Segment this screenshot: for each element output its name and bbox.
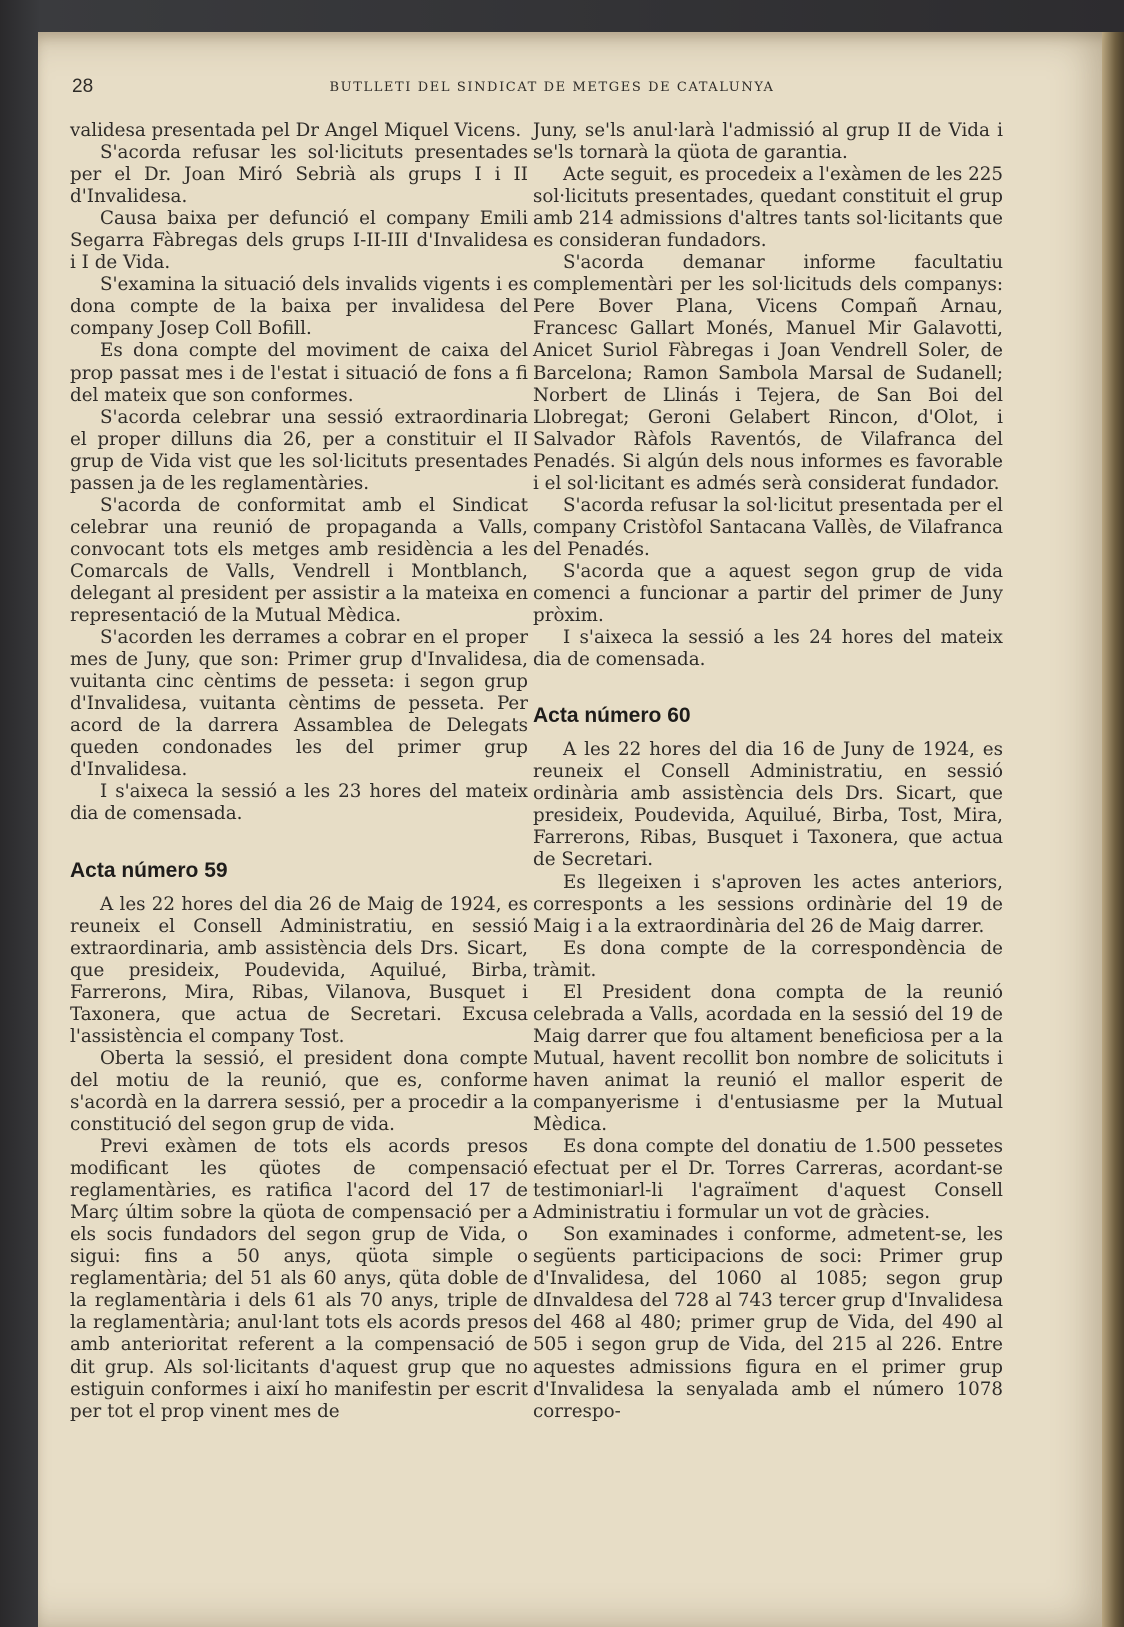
page-header [72, 76, 1032, 102]
page-spine-shadow [1102, 32, 1124, 1627]
paragraph: Es dona compte del moviment de caixa del prop passat mes i de l'estat i situació de fons a fi del mateix que son conformes. [70, 340, 528, 406]
paragraph: Juny, se'ls anul·larà l'admissió al grup II de Vida i se'ls tornarà la qüota de garantia. [533, 120, 1003, 164]
paragraph: S'acorda demanar informe facultatiu complementàri per les sol·licituds dels companys: Pere Bover Plana, Vicens Compañ Arnau, Francesc Gallart Monés, Manuel Mir Galavotti, Anicet Suriol Fàbregas i Joan Vendrell Soler, de Barcelona; Ramon Sambola Marsal de Sudanell; Norbert de Llinás i Tejera, de San Boi del Llobregat; Geroni Gelabert Rincon, d'Olot, i Salvador Ràfols Raventós, de Vilafranca del Penadés. Si algún dels nous informes es favorable i el sol·licitant es admés serà considerat fundador. [533, 252, 1003, 494]
paragraph: Acte seguit, es procedeix a l'exàmen de les 225 sol·licituts presentades, quedant constituit el grup amb 214 admissions d'altres tants sol·licitants que es consideran fundadors. [533, 164, 1003, 252]
running-title: BUTLLETI DEL SINDICAT DE METGES DE CATALUNYA [329, 80, 775, 95]
page-number: 28 [72, 76, 94, 97]
paragraph: S'examina la situació dels invalids vigents i es dona compte de la baixa per invalidesa del company Josep Coll Bofill. [70, 274, 528, 340]
paragraph: El President dona compta de la reunió celebrada a Valls, acordada en la sessió del 19 de Maig darrer que fou altament beneficiosa per a la Mutual, havent recollit bon nombre de solicituts i haven animat la reunió el mallor esperit de companyerisme i d'entusiasme per la Mutual Mèdica. [533, 981, 1003, 1136]
paragraph: S'acorda que a aquest segon grup de vida comenci a funcionar a partir del primer de Juny pròxim. [533, 560, 1003, 627]
paragraph: Son examinades i conforme, admetent-se, les següents participacions de soci: Primer grup d'Invalidesa, del 1060 al 1085; segon grup dInvaldesa del 728 al 743 tercer grup d'Invalidesa del 468 al 480; primer grup de Vida, del 490 al 505 i segon grup de Vida, del 215 al 226. Entre aquestes admissions figura en el primer grup d'Invalidesa la senyalada amb el número 1078 correspo- [533, 1224, 1003, 1422]
paragraph: Oberta la sessió, el president dona compte del motiu de la reunió, que es, conforme s'acordà en la darrera sessió, per a procedir a la constitució del segon grup de vida. [70, 1047, 528, 1136]
paragraph: S'acorden les derrames a cobrar en el proper mes de Juny, que son: Primer grup d'Invalidesa, vuitanta cinc cèntims de pesseta: i segon grup d'Invalidesa, vuitanta cèntims de pesseta. Per acord de la darrera Assamblea de Delegats queden condonades les del primer grup d'Invalidesa. [70, 627, 528, 781]
paragraph: I s'aixeca la sessió a les 24 hores del mateix dia de comensada. [533, 627, 1003, 671]
paragraph: Es dona compte de la correspondència de tràmit. [533, 937, 1003, 981]
paragraph: S'acorda refusar les sol·licituts presentades per el Dr. Joan Miró Sebrià als grups I i II d'Invalidesa. [70, 142, 528, 208]
paragraph: validesa presentada pel Dr Angel Miquel Vicens. [70, 120, 522, 141]
paragraph: A les 22 hores del dia 26 de Maig de 1924, es reuneix el Consell Administratiu, en sessió extraordinaria, amb assistència dels Drs. Sicart, que presideix, Poudevida, Aquilué, Birba, Farrerons, Mira, Ribas, Vilanova, Busquet i Taxonera, que actua de Secretari. Excusa l'assistència el company Tost. [70, 893, 528, 1047]
paragraph: I s'aixeca la sessió a les 23 hores del mateix dia de comensada. [70, 781, 528, 825]
section-heading-acta-60: Acta número 60 [533, 704, 691, 728]
paragraph: Es dona compte del donatiu de 1.500 pessetes efectuat per el Dr. Torres Carreras, acordant-se testimoniarl-li l'agraïment d'aquest Consell Administratiu i formular un vot de gràcies. [533, 1136, 1003, 1224]
left-column [70, 120, 528, 1423]
paragraph: Causa baixa per defunció el company Emili Segarra Fàbregas dels grups I-II-III d'Invalidesa i I de Vida. [70, 208, 528, 274]
section-heading-acta-59: Acta número 59 [70, 858, 228, 882]
paragraph: S'acorda de conformitat amb el Sindicat celebrar una reunió de propaganda a Valls, convocant tots els metges amb residència a les Comarcals de Valls, Vendrell i Montblanch, delegant al president per assistir a la mateixa en representació de la Mutual Mèdica. [70, 494, 528, 627]
right-column [533, 120, 1003, 1423]
paragraph: S'acorda celebrar una sessió extraordinaria el proper dilluns dia 26, per a constituir el II grup de Vida vist que les sol·licituts presentades passen ja de les reglamentàries. [70, 406, 528, 494]
paragraph: Es llegeixen i s'aproven les actes anteriors, corresponts a les sessions ordinàrie del 19 de Maig i a la extraordinària del 26 de Maig darrer. [533, 871, 1003, 937]
paragraph: Previ exàmen de tots els acords presos modificant les qüotes de compensació reglamentàries, es ratifica l'acord del 17 de Març últim sobre la qüota de compensació per a els socis fundadors del segon grup de Vida, o sigui: fins a 50 anys, qüota simple o reglamentària; del 51 als 60 anys, qüta doble de la reglamentària i dels 61 als 70 anys, triple de la reglamentària; anul·lant tots els acords presos amb anterioritat referent a la compensació de dit grup. Als sol·licitants d'aquest grup que no estiguin conformes i així ho manifestin per escrit per tot el prop vinent mes de [70, 1136, 528, 1422]
paragraph: S'acorda refusar la sol·licitut presentada per el company Cristòfol Santacana Vallès, de Vilafranca del Penadés. [533, 494, 1003, 560]
paragraph: A les 22 hores del dia 16 de Juny de 1924, es reuneix el Consell Administratiu, en sessió ordinària amb assistència dels Drs. Sicart, que presideix, Poudevida, Aquilué, Birba, Tost, Mira, Farrerons, Ribas, Busquet i Taxonera, que actua de Secretari. [533, 739, 1003, 871]
